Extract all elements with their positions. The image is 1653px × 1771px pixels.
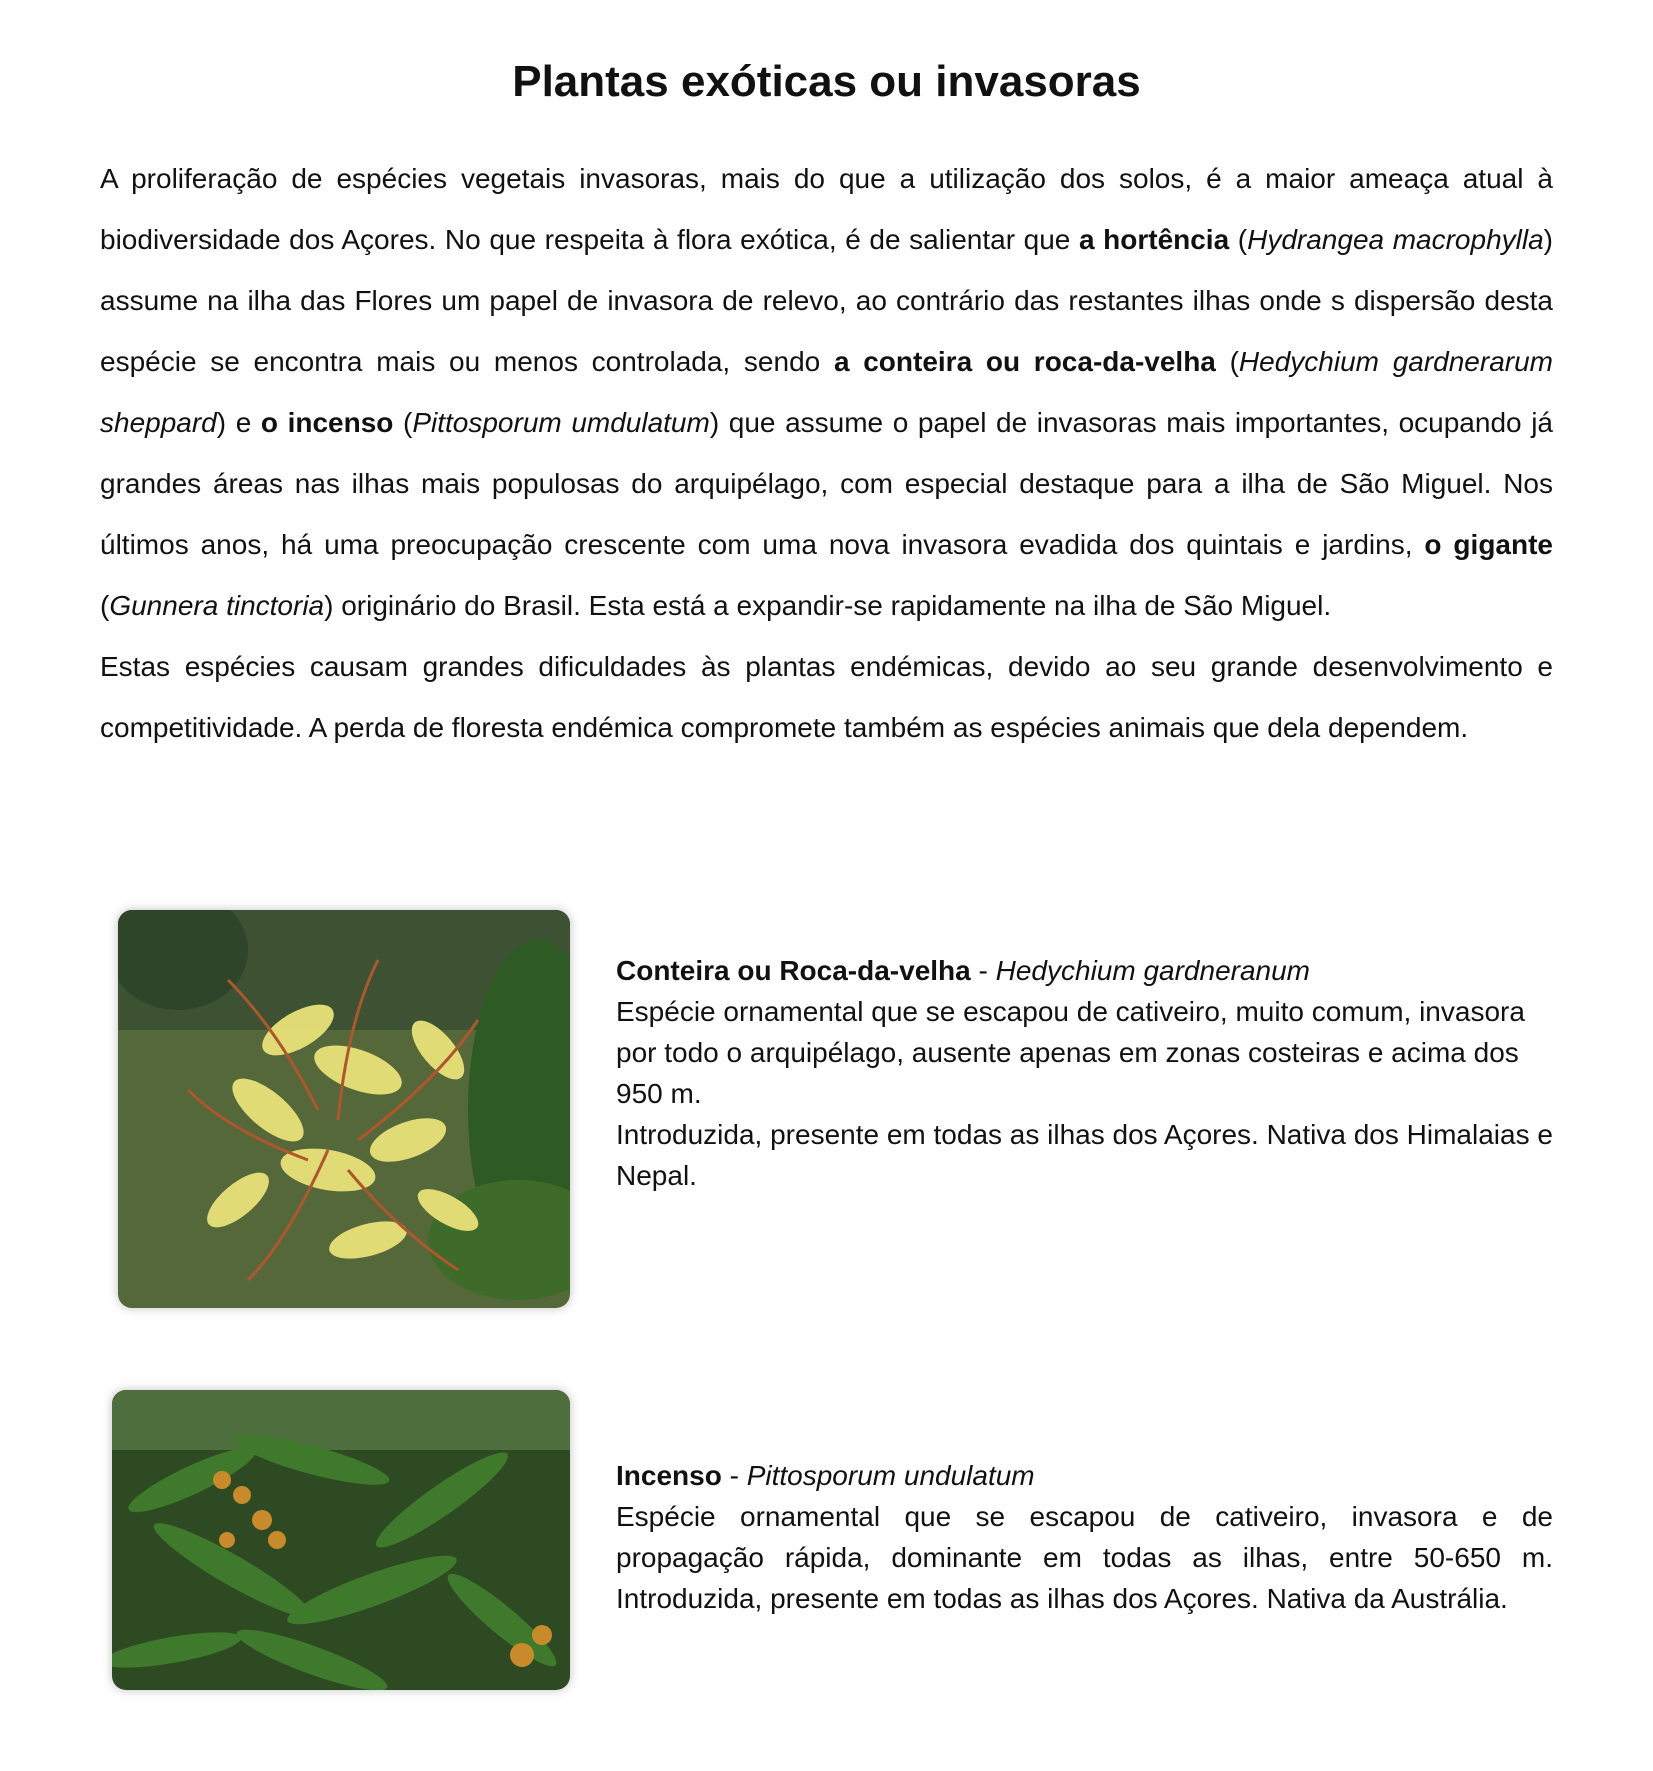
species-card-conteira — [616, 950, 1553, 1196]
intro-text: ( — [100, 590, 110, 621]
species-description: Introduzida, presente em todas as ilhas dos Açores. Nativa dos Himalaias e Nepal. — [616, 1119, 1553, 1191]
conteira-photo — [118, 910, 570, 1308]
scientific-name: Hydrangea macrophylla — [1247, 224, 1544, 255]
intro-text: ) e — [216, 407, 261, 438]
intro-text: ( — [1215, 346, 1239, 377]
species-description: Espécie ornamental que se escapou de cativeiro, muito comum, invasora por todo o arquipélago, ausente apenas em zonas costeiras e acima dos 950 m. — [616, 996, 1525, 1109]
species-card-incenso — [616, 1455, 1553, 1619]
species-heading — [616, 1455, 1553, 1496]
bold-term: a conteira ou roca-da-velha — [833, 346, 1216, 377]
intro-text: ) assume na ilha das Flores um papel de invasora de relevo, ao contrário das restantes ilhas onde s dispersão desta espécie se encontra mais ou menos controlada, sendo — [100, 224, 1553, 377]
species-separator: - — [721, 1460, 747, 1491]
scientific-name: Gunnera tinctoria — [109, 590, 325, 621]
species-common-name: Incenso — [616, 1460, 722, 1491]
intro-text: ( — [393, 407, 413, 438]
intro-text: ) que assume o papel de invasoras mais importantes, ocupando já grandes áreas nas ilhas mais populosas do arquipélago, com especial destaque para a ilha de São Miguel. Nos últimos anos, há uma preocupação crescente com uma nova invasora evadida dos quintais e jardins, — [100, 407, 1553, 560]
scientific-name: Pittosporum umdulatum — [412, 407, 710, 438]
bold-term: o gigante — [1424, 529, 1553, 560]
bold-term: a hortência — [1078, 224, 1230, 255]
second-paragraph: Estas espécies causam grandes dificuldades às plantas endémicas, devido ao seu grande desenvolvimento e competitividade. A perda de floresta endémica compromete também as espécies animais que dela dependem. — [100, 651, 1553, 743]
intro-text: ) originário do Brasil. Esta está a expandir-se rapidamente na ilha de São Miguel. — [324, 590, 1332, 621]
species-scientific-name: Hedychium gardneranum — [995, 955, 1311, 986]
species-description: Espécie ornamental que se escapou de cativeiro, invasora e de propagação rápida, dominante em todas as ilhas, entre 50-650 m. Introduzida, presente em todas as ilhas dos Açores. Nativa da Austrália. — [616, 1501, 1553, 1614]
species-heading — [616, 950, 1553, 991]
page-title: Plantas exóticas ou invasoras — [512, 57, 1141, 106]
intro-paragraph — [100, 148, 1553, 636]
intro-text: ( — [1229, 224, 1248, 255]
intro-text: A proliferação de espécies vegetais invasoras, mais do que a utilização dos solos, é a maior ameaça atual à biodiversidade dos Açores. No que respeita à flora exótica, é de salientar que — [100, 163, 1553, 255]
species-common-name: Conteira ou Roca-da-velha — [616, 955, 971, 986]
scientific-name: Hedychium gardnerarum sheppard — [100, 346, 1553, 438]
bold-term: o incenso — [260, 407, 394, 438]
species-scientific-name: Pittosporum undulatum — [746, 1460, 1035, 1491]
incenso-photo — [112, 1390, 570, 1690]
species-separator: - — [970, 955, 996, 986]
main-text — [100, 148, 1553, 758]
